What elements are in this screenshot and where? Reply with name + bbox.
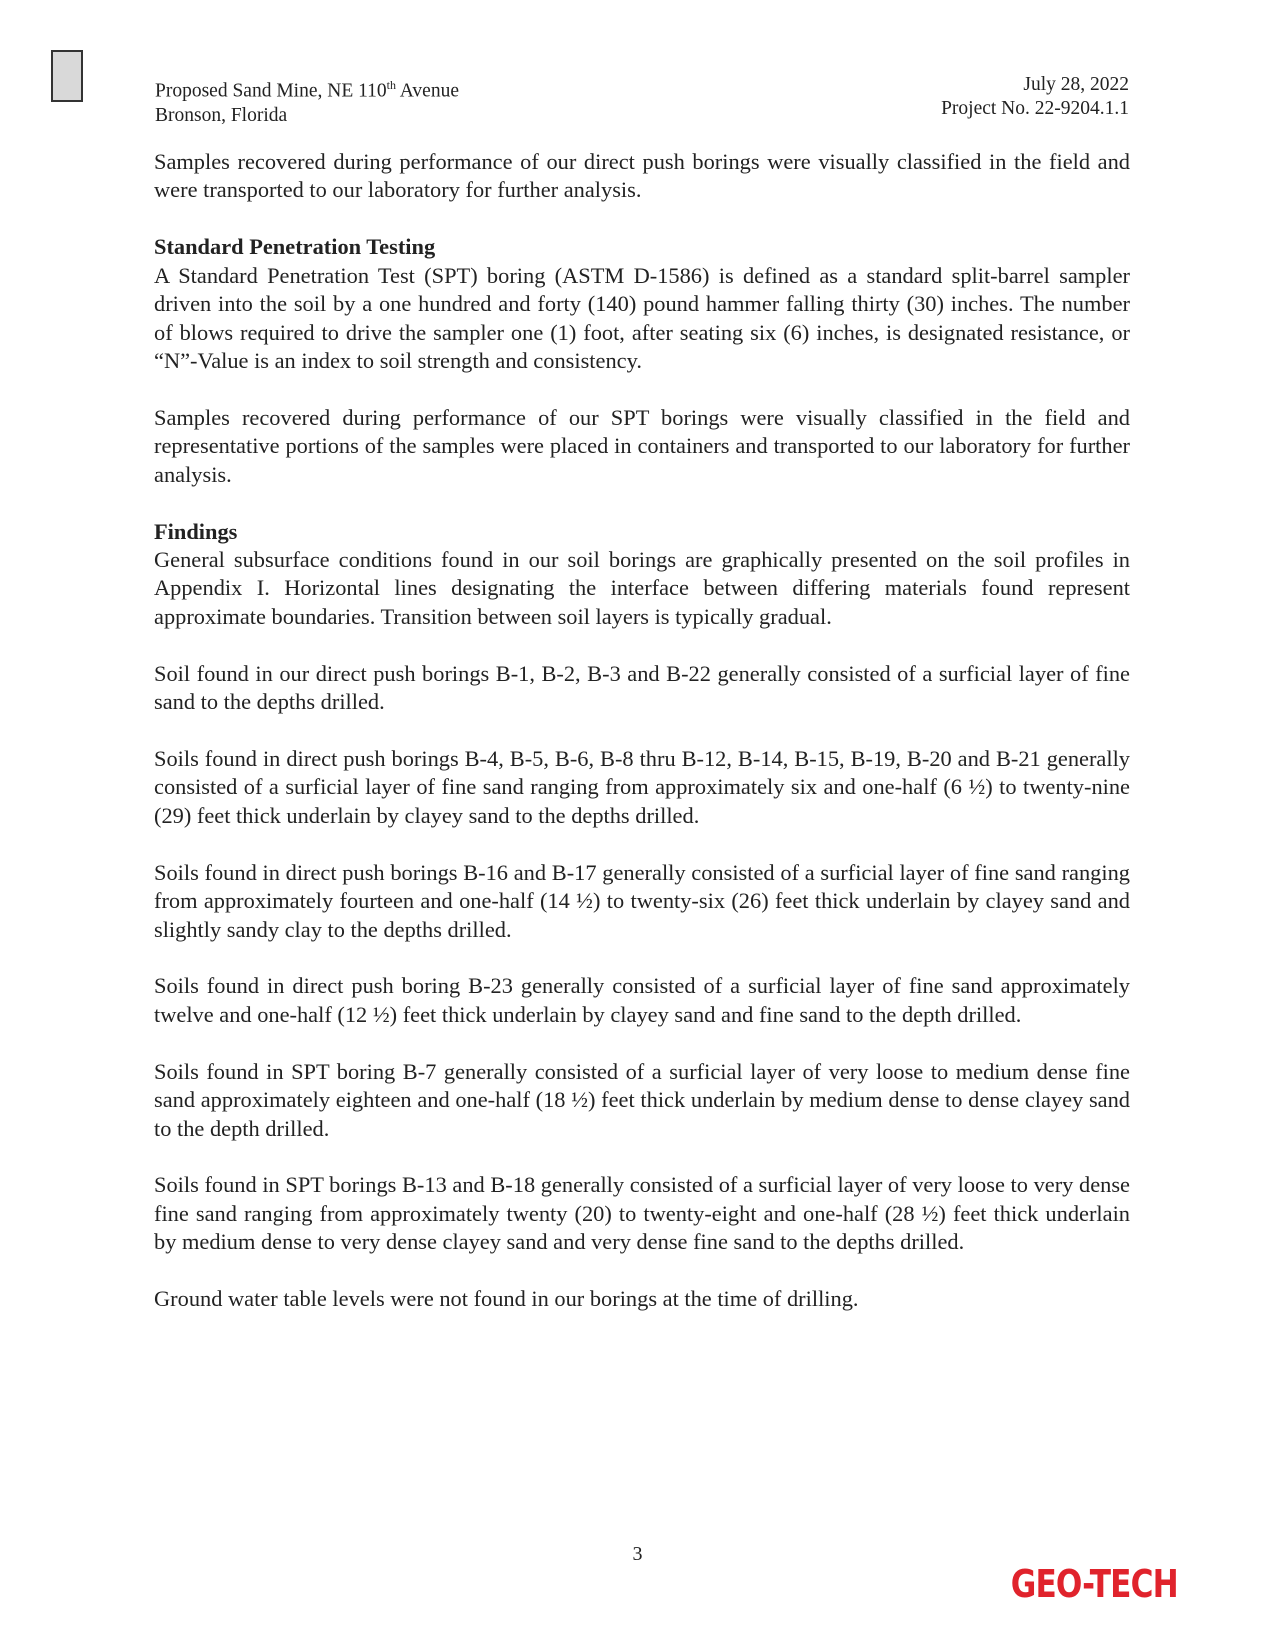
header-project-location (155, 73, 459, 128)
header-city: Bronson, Florida (155, 104, 288, 126)
findings-paragraph-3: Soils found in direct push borings B-4, B-5, B-6, B-8 thru B-12, B-14, B-15, B-19, B-20 and B-21 generally consisted of a surficial layer of fine sand ranging from approximately six and one-half (6 ½) to twenty-nine (29) feet thick underlain by clayey sand to the depths drilled. (154, 746, 1130, 828)
report-body (154, 148, 1130, 1342)
findings-paragraph-4: Soils found in direct push borings B-16 and B-17 generally consisted of a surficial layer of fine sand ranging from approximately fourteen and one-half (14 ½) to twenty-six (26) feet thick underlain by clayey sand and slightly sandy clay to the depths drilled. (154, 859, 1130, 942)
findings-paragraph-5: Soils found in direct push boring B-23 generally consisted of a surficial layer of fine sand approximately twelve and one-half (12 ½) feet thick underlain by clayey sand and fine sand to the depth drilled. (154, 973, 1130, 1027)
spt-paragraph-2: Samples recovered during performance of our SPT borings were visually classified in the field and representative portions of the samples were placed in containers and transported to our laboratory for further analysis. (154, 404, 1130, 487)
findings-paragraph-8: Ground water table levels were not found in our borings at the time of drilling. (154, 1286, 859, 1312)
findings-paragraph-7: Soils found in SPT borings B-13 and B-18 generally consisted of a surficial layer of very loose to very dense fine sand ranging from approximately twenty (20) to twenty-eight and one-half (28 ½) feet thick underlain by medium dense to very dense clayey sand and very dense fine sand to the depths drilled. (154, 1172, 1130, 1255)
header-project-name: Proposed Sand Mine, NE 110th Avenue (155, 78, 459, 102)
intro-paragraph: Samples recovered during performance of our direct push borings were visually classified in the field and were transported to our laboratory for further analysis. (154, 149, 1130, 203)
page-number: 3 (632, 1543, 643, 1565)
spt-paragraph-1: A Standard Penetration Test (SPT) boring (ASTM D-1586) is defined as a standard split-barrel sampler driven into the soil by a one hundred and forty (140) pound hammer falling thirty (30) inches. The number of blows required to drive the sampler one (1) foot, after seating six (6) inches, is designated resistance, or “N”-Value is an index to soil strength and consistency. (154, 262, 1130, 373)
findings-paragraph-2: Soil found in our direct push borings B-1, B-2, B-3 and B-22 generally consisted of a surficial layer of fine sand to the depths drilled. (154, 660, 1130, 715)
spt-heading: Standard Penetration Testing (154, 234, 436, 260)
header-project-number: Project No. 22-9204.1.1 (941, 98, 1129, 119)
findings-paragraph-6: Soils found in SPT boring B-7 generally consisted of a surficial layer of very loose to medium dense fine sand approximately eighteen and one-half (18 ½) feet thick underlain by medium dense to dense clayey sand to the depth drilled. (154, 1058, 1130, 1141)
header-date-project (941, 73, 1129, 121)
findings-paragraph-1: General subsurface conditions found in our soil borings are graphically presented on the soil profiles in Appendix I. Horizontal lines designating the interface between differing materials found represent approximate boundaries. Transition between soil layers is typically gradual. (154, 546, 1130, 629)
corner-box-mark (51, 50, 83, 102)
findings-heading: Findings (154, 518, 238, 544)
header-date: July 28, 2022 (1023, 74, 1129, 95)
geo-tech-logo: GEO-TECH (1010, 1562, 1178, 1606)
